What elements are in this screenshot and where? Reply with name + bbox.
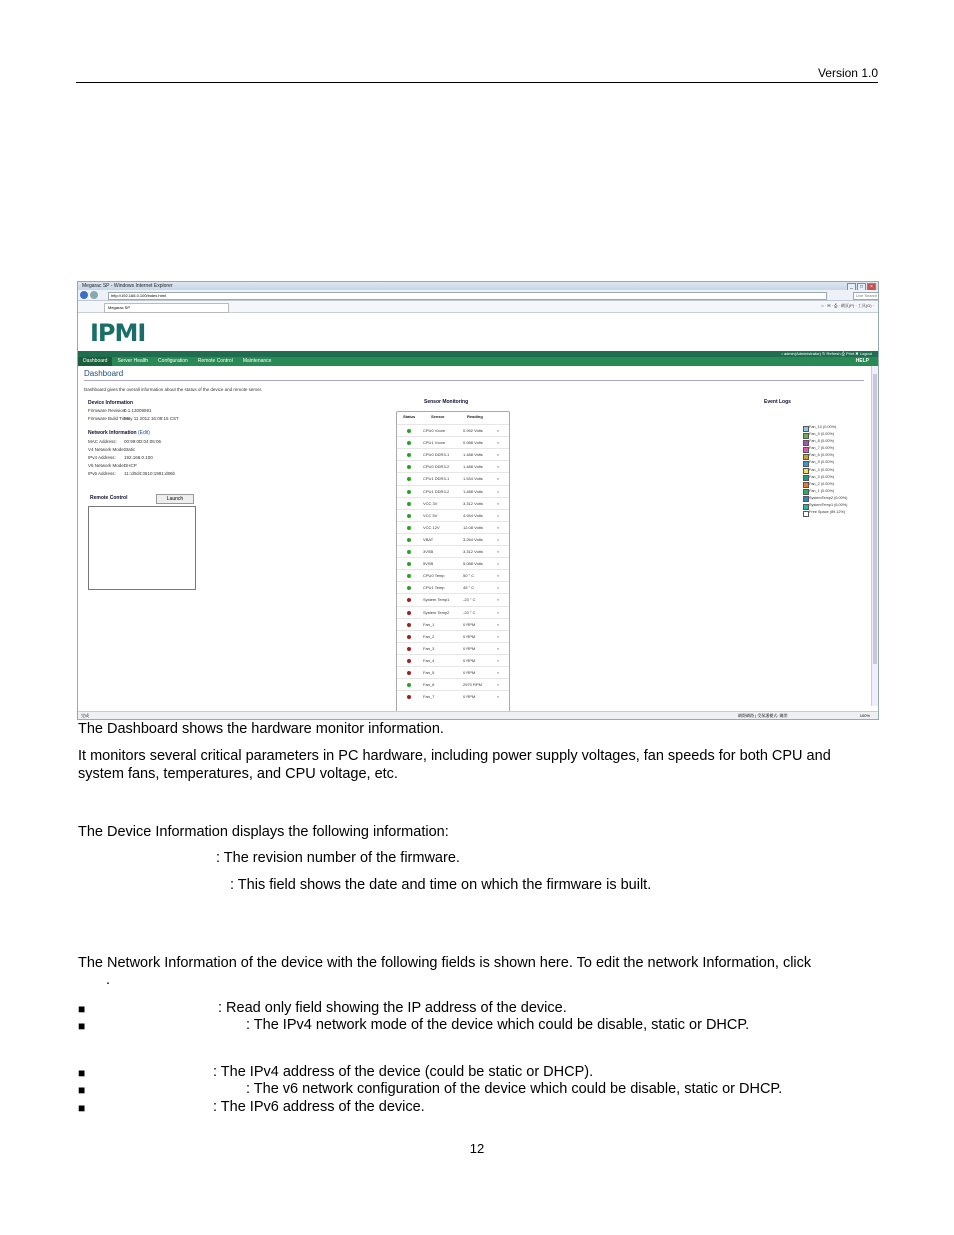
legend-label: Free Space (89.12%) bbox=[809, 510, 846, 515]
sensor-monitoring-heading: Sensor Monitoring bbox=[424, 399, 469, 405]
legend-item bbox=[803, 459, 847, 466]
magnifier-icon[interactable]: ⌕ bbox=[497, 524, 500, 530]
sensor-reading: 0 RPM bbox=[463, 694, 476, 700]
sensor-name: CPU1 Vcore bbox=[423, 440, 446, 446]
sensor-row bbox=[397, 485, 509, 498]
sensor-row bbox=[397, 569, 509, 582]
sensor-reading: 1.534 Volts bbox=[463, 476, 483, 482]
bullet-v6-network-mode: : The v6 network configuration of the device which could be disable, static or DHCP. bbox=[246, 1081, 783, 1097]
legend-label: SystemTemp1 (6.00%) bbox=[809, 503, 848, 508]
page-scrollbar[interactable] bbox=[871, 366, 878, 706]
col-reading: Reading bbox=[467, 414, 483, 419]
sensor-row bbox=[397, 581, 509, 594]
magnifier-icon[interactable]: ⌕ bbox=[497, 597, 500, 603]
legend-item bbox=[803, 502, 847, 509]
sensor-reading: 4.944 Volts bbox=[463, 512, 483, 518]
sensor-reading: 1.488 Volts bbox=[463, 488, 483, 494]
sensor-reading: 3.312 Volts bbox=[463, 549, 483, 554]
status-dot-icon bbox=[407, 550, 411, 554]
magnifier-icon[interactable]: ⌕ bbox=[497, 512, 500, 518]
firmware-build-desc: : This field shows the date and time on which the firmware is built. bbox=[230, 877, 652, 893]
sensor-name: Fan_3 bbox=[423, 645, 435, 651]
sensor-name: CPU0 DDR3-2 bbox=[423, 464, 450, 470]
minimize-icon[interactable]: _ bbox=[847, 283, 856, 291]
dashboard-description: Dashboard gives the overall information about the status of the device and remote server. bbox=[84, 387, 263, 392]
legend-item bbox=[803, 481, 847, 488]
sensor-name: CPU0 Vcore bbox=[423, 428, 446, 433]
status-dot-icon bbox=[407, 538, 411, 542]
version-label: Version 1.0 bbox=[817, 66, 878, 80]
legend-item bbox=[803, 495, 847, 502]
sensor-reading: -23 ° C bbox=[463, 609, 476, 615]
legend-swatch bbox=[803, 511, 809, 517]
event-logs-heading: Event Logs bbox=[764, 399, 791, 405]
magnifier-icon[interactable]: ⌕ bbox=[497, 476, 500, 482]
status-dot-icon bbox=[407, 477, 411, 481]
sensor-reading: 3.264 Volts bbox=[463, 536, 483, 542]
sensor-row bbox=[397, 666, 509, 679]
magnifier-icon[interactable]: ⌕ bbox=[497, 633, 500, 639]
legend-label: Fan_4 (0.00%) bbox=[809, 467, 835, 472]
magnifier-icon[interactable]: ⌕ bbox=[497, 488, 500, 494]
sensor-name: Fan_6 bbox=[423, 682, 435, 688]
header-rule bbox=[76, 82, 878, 83]
sensor-row bbox=[397, 448, 509, 461]
sensor-row bbox=[397, 642, 509, 655]
sensor-name: Fan_1 bbox=[423, 621, 435, 627]
sensor-row bbox=[397, 460, 509, 473]
sensor-row bbox=[397, 436, 509, 449]
ie-tab-bar bbox=[78, 301, 878, 313]
sensor-row bbox=[397, 618, 509, 631]
sensor-row bbox=[397, 606, 509, 619]
paragraph-monitors: It monitors several critical parameters in PC hardware, including power supply voltages, fan speeds for both CPU and system fans, temperatures, and CPU voltage, etc. bbox=[78, 748, 831, 782]
sensor-row bbox=[397, 593, 509, 606]
ie-title-bar bbox=[78, 282, 878, 290]
status-dot-icon bbox=[407, 441, 411, 445]
sensor-reading: 3.312 Volts bbox=[463, 500, 483, 506]
ie-toolbar[interactable]: ⌂ · ✉ · ⎙ · 網頁(P) · 工具(O) · bbox=[821, 303, 874, 308]
legend-item bbox=[803, 452, 847, 459]
dashboard-body bbox=[78, 366, 878, 706]
magnifier-icon[interactable]: ⌕ bbox=[497, 561, 500, 567]
status-dot-icon bbox=[407, 647, 411, 651]
magnifier-icon[interactable]: ⌕ bbox=[497, 670, 500, 675]
legend-item bbox=[803, 438, 847, 445]
magnifier-icon[interactable]: ⌕ bbox=[497, 428, 500, 433]
zoom-level[interactable]: 100% bbox=[859, 713, 870, 718]
device-info-heading: Device Information bbox=[88, 400, 134, 406]
legend-label: Fan_8 (0.00%) bbox=[809, 439, 835, 444]
sensor-reading: 0 RPM bbox=[463, 633, 476, 639]
search-input[interactable]: Live Search bbox=[853, 292, 879, 300]
app-header bbox=[78, 313, 878, 351]
status-dot-icon bbox=[407, 586, 411, 590]
device-info-row: Firmware Revision: 0.1.13009591 bbox=[88, 408, 152, 413]
magnifier-icon[interactable]: ⌕ bbox=[497, 682, 500, 688]
sensor-row bbox=[397, 521, 509, 534]
col-status: Status bbox=[403, 414, 416, 419]
magnifier-icon[interactable]: ⌕ bbox=[497, 440, 500, 446]
status-dot-icon bbox=[407, 695, 411, 699]
bullet-icon: ■ bbox=[78, 1002, 86, 1016]
legend-item bbox=[803, 509, 847, 516]
sensor-reading: 5.088 Volts bbox=[463, 561, 483, 567]
sensor-reading: 0.992 Volts bbox=[463, 428, 483, 433]
nav-server-health[interactable]: Server Health bbox=[117, 358, 149, 364]
sensor-row bbox=[397, 509, 509, 522]
user-links[interactable]: • admin(Administrator) ↻ Refresh ⎙ Print ✖ Logout bbox=[781, 351, 872, 356]
sensor-name: VBAT bbox=[423, 536, 434, 542]
browser-tab[interactable]: Megarac SP bbox=[104, 303, 229, 313]
network-info-row: IPv4 Address: 192.168.0.100 bbox=[88, 455, 153, 460]
legend-label: Fan_10 (0.00%) bbox=[809, 425, 837, 429]
network-info-row: V4 Network Mode: Static bbox=[88, 447, 136, 452]
sensor-table bbox=[396, 411, 510, 713]
legend-item bbox=[803, 474, 847, 481]
sensor-name: VCC 12V bbox=[423, 524, 440, 530]
bullet-icon: ■ bbox=[78, 1083, 86, 1097]
bullet-v4-network-mode: : The IPv4 network mode of the device which could be disable, static or DHCP. bbox=[246, 1017, 750, 1033]
window-title: Megarac SP - Windows Internet Explorer bbox=[82, 283, 173, 289]
paragraph-device-info: The Device Information displays the following information: bbox=[78, 824, 449, 840]
status-dot-icon bbox=[407, 623, 411, 627]
network-info-row: V6 Network Mode: DHCP bbox=[88, 463, 137, 468]
status-dot-icon bbox=[407, 526, 411, 530]
sensor-reading: 50 ° C bbox=[463, 573, 475, 579]
sensor-reading: 0 RPM bbox=[463, 645, 476, 651]
sensor-row bbox=[397, 472, 509, 485]
status-dot-icon bbox=[407, 502, 411, 506]
sensor-reading: 0 RPM bbox=[463, 670, 476, 675]
sensor-row bbox=[397, 557, 509, 570]
status-dot-icon bbox=[407, 453, 411, 457]
sensor-name: VCC 3V bbox=[423, 500, 438, 506]
help-link[interactable]: HELP bbox=[855, 358, 869, 364]
sensor-name: CPU1 DDR3-1 bbox=[423, 476, 450, 482]
sensor-reading: -23 ° C bbox=[463, 597, 476, 603]
status-dot-icon bbox=[407, 429, 411, 433]
firmware-revision-desc: : The revision number of the firmware. bbox=[216, 850, 460, 866]
edit-network-link[interactable]: (Edit) bbox=[138, 430, 150, 436]
sensor-name: VCC 5V bbox=[423, 512, 438, 518]
legend-item bbox=[803, 431, 847, 438]
network-info-row: MAC Address: 00:99:0D:04:05:06 bbox=[88, 439, 162, 444]
legend-item bbox=[803, 424, 847, 431]
sensor-name: 5VSB bbox=[423, 561, 434, 567]
status-dot-icon bbox=[407, 659, 411, 663]
sensor-row bbox=[397, 424, 509, 437]
magnifier-icon[interactable]: ⌕ bbox=[497, 694, 500, 700]
ie-status-bar bbox=[78, 711, 878, 719]
bullet-icon: ■ bbox=[78, 1066, 86, 1080]
status-dot-icon bbox=[407, 490, 411, 494]
bullet-icon: ■ bbox=[78, 1019, 86, 1033]
magnifier-icon[interactable]: ⌕ bbox=[497, 609, 500, 615]
legend-item bbox=[803, 488, 847, 495]
status-text: 完成 bbox=[81, 713, 89, 718]
status-dot-icon bbox=[407, 465, 411, 469]
maximize-icon[interactable]: □ bbox=[857, 283, 866, 291]
status-dot-icon bbox=[407, 562, 411, 566]
status-dot-icon bbox=[407, 574, 411, 578]
sensor-name: System Temp2 bbox=[423, 609, 450, 615]
sensor-name: CPU0 Temp bbox=[423, 573, 445, 579]
sensor-reading: 2970 RPM bbox=[463, 682, 482, 688]
device-info-row: Firmware Build Time: May 11 2012 16:09:15 CST bbox=[88, 416, 179, 421]
sensor-name: System Temp1 bbox=[423, 597, 450, 603]
status-dot-icon bbox=[407, 514, 411, 518]
zone-text: 網際網路 | 受保護模式: 關閉 bbox=[738, 713, 788, 718]
magnifier-icon[interactable]: ⌕ bbox=[497, 500, 500, 506]
legend-label: Fan_6 (0.00%) bbox=[809, 453, 835, 458]
ipmi-logo: IPMI bbox=[90, 319, 146, 347]
magnifier-icon[interactable]: ⌕ bbox=[497, 536, 500, 542]
legend-label: Fan_5 (0.00%) bbox=[809, 460, 835, 465]
paragraph-network-info: The Network Information of the device with the following fields is shown here. To edit the network Information, click bbox=[78, 955, 812, 971]
nav-dashboard[interactable]: Dashboard bbox=[78, 357, 112, 366]
network-info-heading: Network Information (Edit) bbox=[88, 430, 150, 436]
col-sensor: Sensor bbox=[431, 414, 445, 419]
event-log-legend bbox=[803, 424, 847, 516]
sensor-row bbox=[397, 630, 509, 643]
status-dot-icon bbox=[407, 635, 411, 639]
sensor-reading: 0.988 Volts bbox=[463, 440, 483, 446]
nav-maintenance[interactable]: Maintenance bbox=[242, 358, 272, 364]
remote-control-heading: Remote Control bbox=[90, 495, 128, 501]
main-nav bbox=[78, 357, 878, 366]
magnifier-icon[interactable]: ⌕ bbox=[497, 657, 500, 663]
magnifier-icon[interactable]: ⌕ bbox=[497, 464, 500, 470]
sensor-name: Fan_4 bbox=[423, 657, 435, 663]
bullet-ipv6-address: : The IPv6 address of the device. bbox=[213, 1099, 425, 1115]
sensor-name: CPU1 DDR3-2 bbox=[423, 488, 450, 494]
nav-remote-control[interactable]: Remote Control bbox=[197, 358, 233, 364]
sensor-name: CPU0 DDR3-1 bbox=[423, 452, 450, 458]
sensor-reading: 12.08 Volts bbox=[463, 524, 483, 530]
sensor-row bbox=[397, 654, 509, 667]
sensor-name: 3VSB bbox=[423, 549, 434, 554]
title-rule bbox=[84, 380, 864, 381]
sensor-reading: 1.488 Volts bbox=[463, 452, 483, 458]
legend-label: SystemTemp2 (6.00%) bbox=[809, 495, 848, 500]
dashboard-title: Dashboard bbox=[84, 369, 124, 378]
sensor-name: Fan_7 bbox=[423, 694, 435, 700]
scroll-thumb[interactable] bbox=[873, 374, 877, 664]
sensor-row bbox=[397, 497, 509, 510]
forward-icon[interactable] bbox=[90, 291, 98, 299]
sensor-name: CPU1 Temp bbox=[423, 585, 445, 591]
legend-label: Fan_1 (0.00%) bbox=[809, 488, 835, 493]
status-dot-icon bbox=[407, 671, 411, 675]
magnifier-icon[interactable]: ⌕ bbox=[497, 645, 500, 651]
remote-control-preview bbox=[88, 506, 196, 590]
paragraph-dashboard: The Dashboard shows the hardware monitor information. bbox=[78, 721, 444, 737]
bullet-ipv4-address: : The IPv4 address of the device (could be static or DHCP). bbox=[213, 1064, 594, 1080]
sensor-row bbox=[397, 533, 509, 546]
legend-label: Fan_7 (0.00%) bbox=[809, 446, 835, 451]
sensor-reading: 1.488 Volts bbox=[463, 464, 483, 470]
legend-item bbox=[803, 445, 847, 452]
page-number: 12 bbox=[469, 1141, 485, 1156]
bullet-mac-address: : Read only field showing the IP address of the device. bbox=[218, 1000, 567, 1016]
sensor-row bbox=[397, 545, 509, 558]
launch-button[interactable]: Launch bbox=[156, 494, 194, 504]
sensor-reading: 45 ° C bbox=[463, 585, 475, 591]
legend-label: Fan_2 (0.00%) bbox=[809, 481, 835, 486]
status-dot-icon bbox=[407, 683, 411, 687]
dashboard-screenshot bbox=[77, 281, 879, 720]
network-info-row: IPv6 Address: 11::d0d4:3610:1991:d86b bbox=[88, 471, 175, 476]
status-dot-icon bbox=[407, 598, 411, 602]
sensor-row bbox=[397, 690, 509, 703]
sensor-name: Fan_2 bbox=[423, 633, 435, 639]
legend-label: Fan_3 (0.00%) bbox=[809, 474, 835, 479]
status-dot-icon bbox=[407, 611, 411, 615]
legend-label: Fan_9 (0.00%) bbox=[809, 432, 835, 437]
legend-item bbox=[803, 467, 847, 474]
sensor-name: Fan_5 bbox=[423, 670, 435, 675]
magnifier-icon[interactable]: ⌕ bbox=[497, 573, 500, 579]
paragraph-network-info-end: . bbox=[106, 972, 111, 988]
ie-address-bar bbox=[78, 290, 878, 301]
magnifier-icon[interactable]: ⌕ bbox=[497, 452, 500, 458]
magnifier-icon[interactable]: ⌕ bbox=[497, 585, 500, 591]
back-icon[interactable] bbox=[80, 291, 88, 299]
magnifier-icon[interactable]: ⌕ bbox=[497, 549, 500, 554]
nav-configuration[interactable]: Configuration bbox=[158, 358, 188, 364]
close-icon[interactable]: × bbox=[867, 283, 876, 291]
sensor-row bbox=[397, 678, 509, 691]
sensor-reading: 0 RPM bbox=[463, 621, 476, 627]
address-input[interactable]: http://192.168.0.100/index.html bbox=[108, 292, 827, 300]
bullet-icon: ■ bbox=[78, 1101, 86, 1115]
magnifier-icon[interactable]: ⌕ bbox=[497, 621, 500, 627]
sensor-reading: 0 RPM bbox=[463, 657, 476, 663]
